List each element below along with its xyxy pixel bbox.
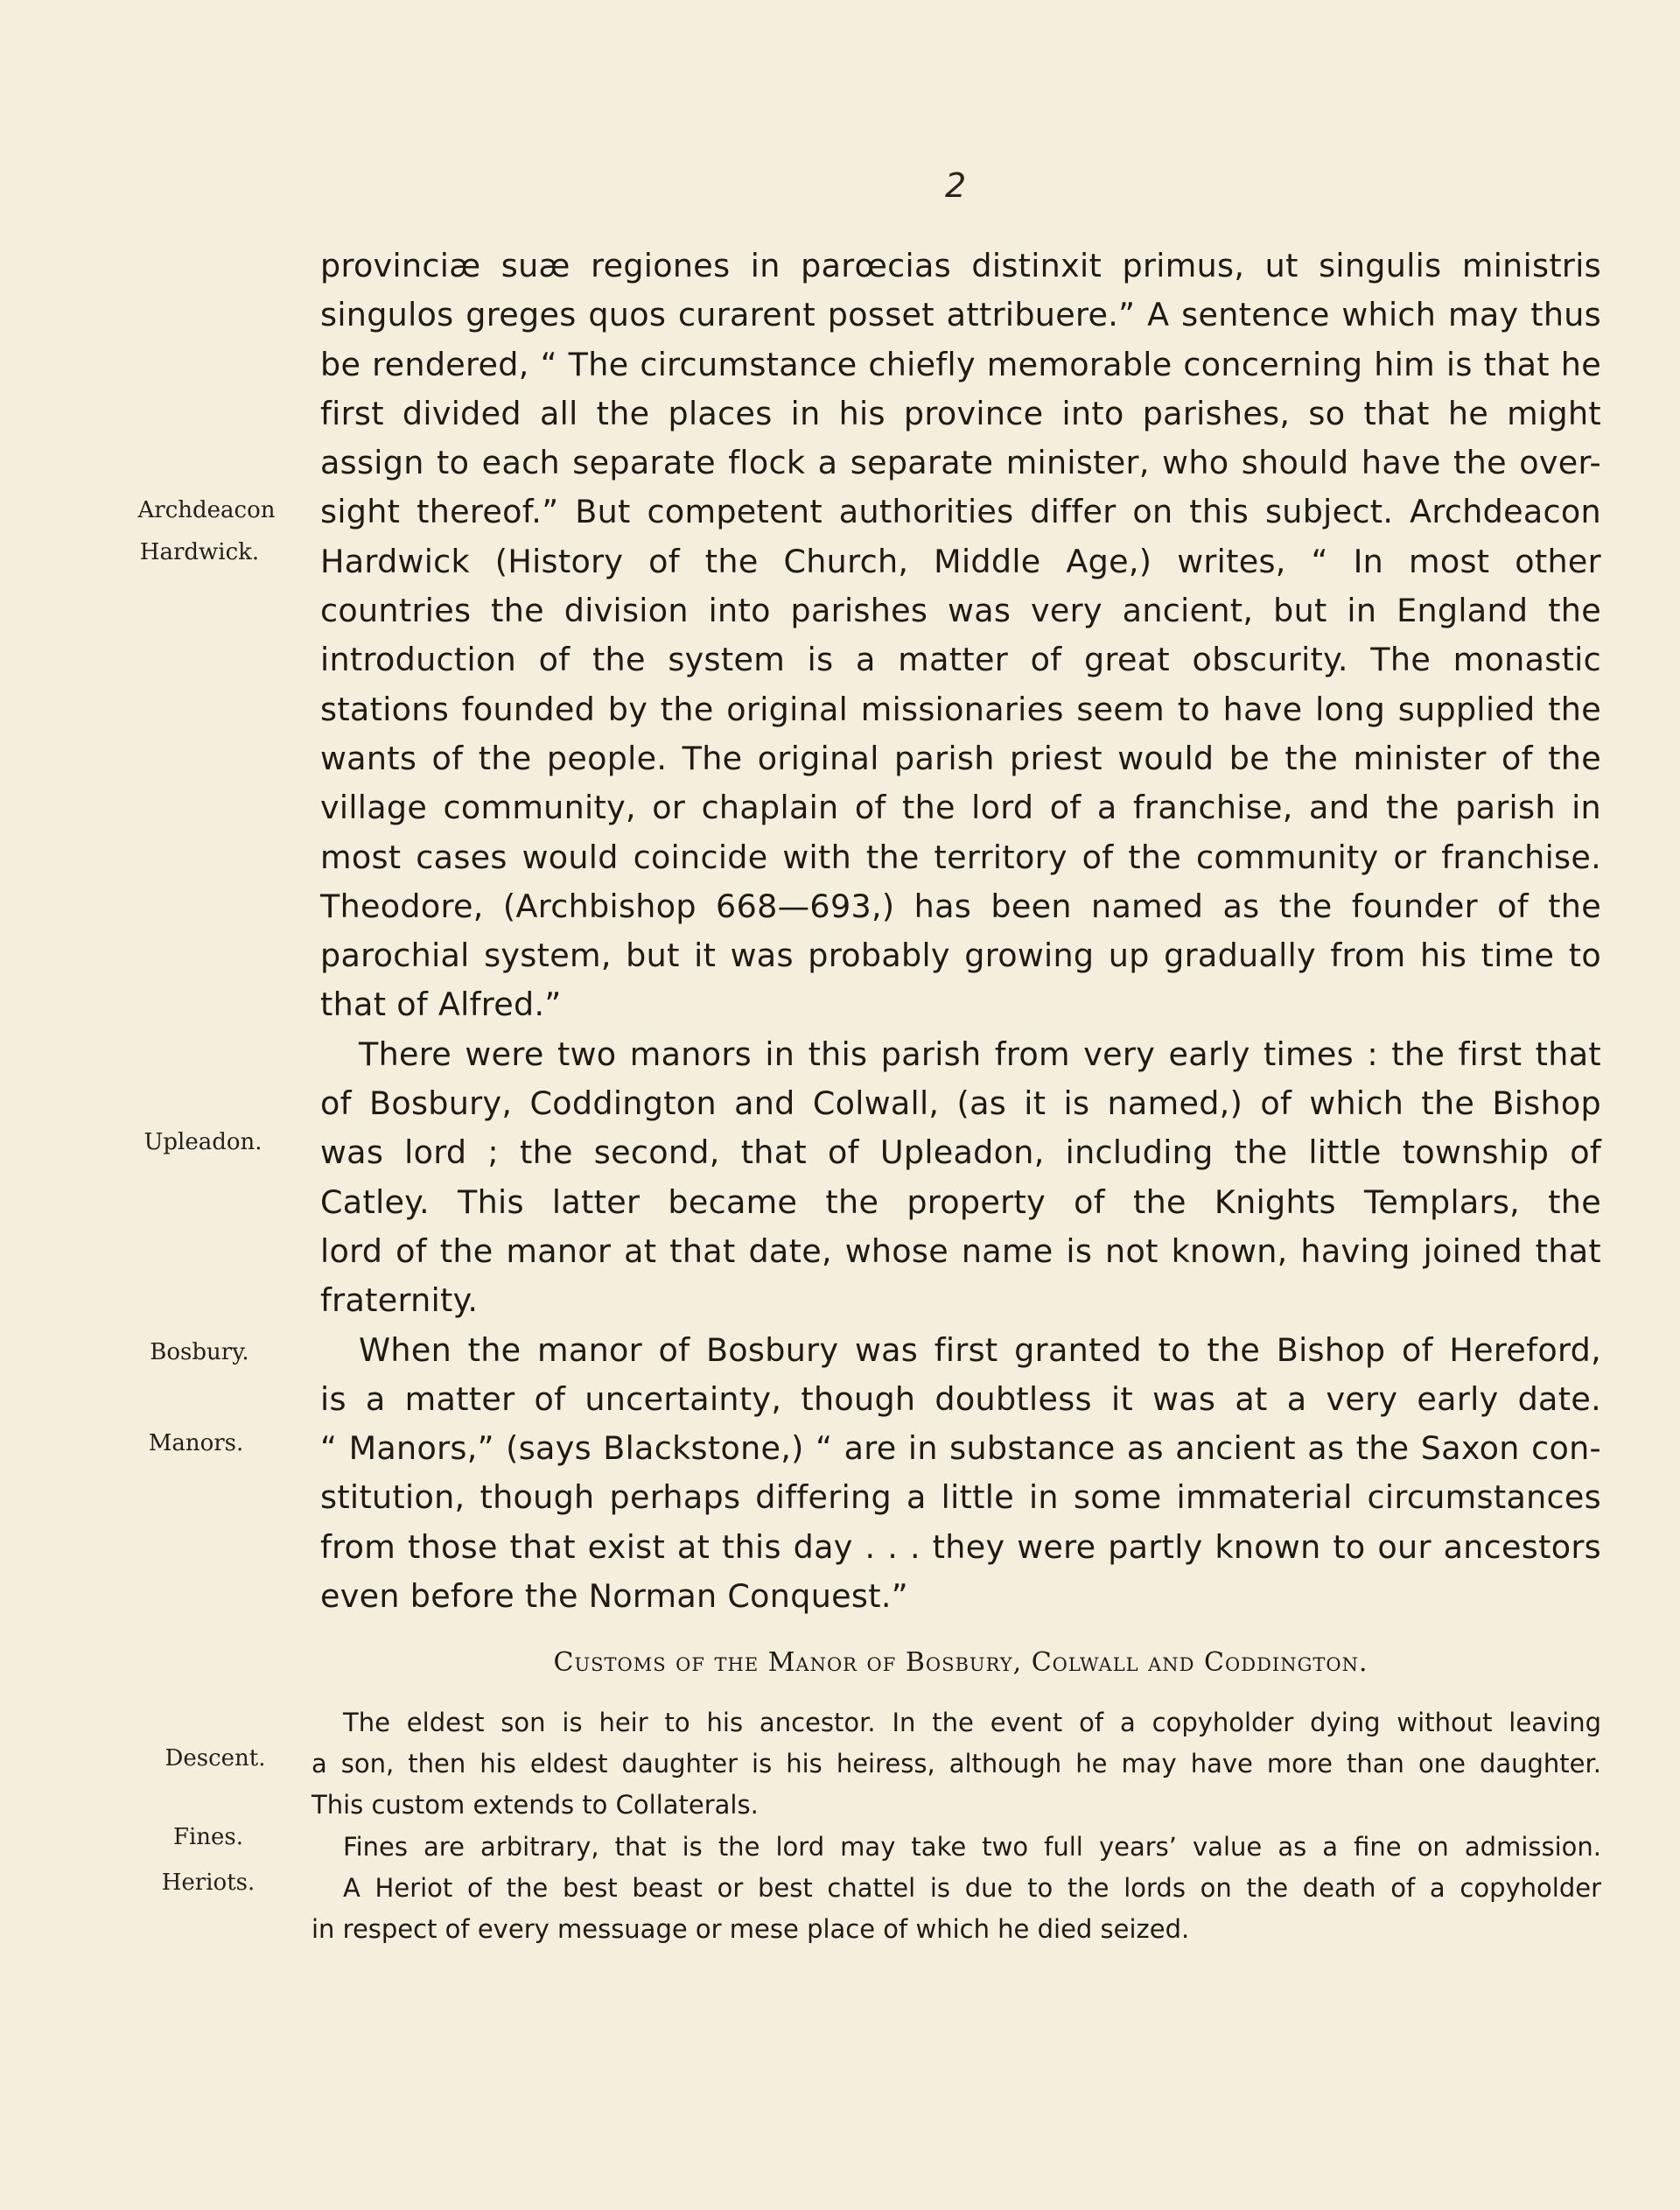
- body-line: that of Alfred.”: [320, 986, 562, 1024]
- margin-note-manors: Manors.: [148, 1430, 244, 1456]
- margin-note-archdeacon: Archdeacon: [137, 497, 276, 523]
- body-line: stations founded by the original missionaries seem to have long supplied the: [320, 690, 1601, 728]
- body-line: introduction of the system is a matter of great obscurity. The monastic: [320, 641, 1601, 679]
- body-line: lord of the manor at that date, whose name is not known, having joined that: [320, 1231, 1601, 1270]
- body-line: of Bosbury, Coddington and Colwall, (as it is named,) of which the Bishop: [320, 1084, 1601, 1123]
- body-line: first divided all the places in his province into parishes, so that he might: [320, 394, 1601, 432]
- customs-line: A Heriot of the best beast or best chattel is due to the lords on the death of a copyholder: [343, 1872, 1601, 1903]
- body-line: provinciæ suæ regiones in parœcias distinxit primus, ut singulis ministris: [320, 247, 1601, 284]
- body-line: “ Manors,” (says Blackstone,) “ are in substance as ancient as the Saxon con-: [320, 1429, 1601, 1468]
- body-line: Theodore, (Archbishop 668—693,) has been named as the founder of the: [320, 887, 1601, 925]
- body-line: wants of the people. The original parish priest would be the minister of the: [320, 739, 1601, 777]
- body-line: There were two manors in this parish from very early times : the first that: [359, 1035, 1601, 1073]
- body-line: singulos greges quos curarent posset attribuere.” A sentence which may thus: [320, 296, 1601, 334]
- body-line: assign to each separate flock a separate minister, who should have the over-: [320, 444, 1601, 482]
- customs-line: The eldest son is heir to his ancestor. In the event of a copyholder dying without leaving: [343, 1708, 1601, 1737]
- customs-line: in respect of every messuage or mese place of which he died seized.: [312, 1913, 1190, 1944]
- customs-heading: Customs of the Manor of Bosbury, Colwall and Coddington.: [553, 1647, 1368, 1678]
- page-number: 2: [945, 166, 967, 205]
- body-line: was lord ; the second, that of Upleadon, including the little township of: [320, 1133, 1601, 1172]
- body-line: sight thereof.” But competent authorities differ on this subject. Archdeacon: [320, 493, 1601, 531]
- body-text: [320, 242, 1601, 1621]
- margin-note-heriots: Heriots.: [161, 1870, 256, 1896]
- body-line: parochial system, but it was probably growing up gradually from his time to: [320, 937, 1601, 975]
- body-line: fraternity.: [320, 1281, 479, 1320]
- customs-line: a son, then his eldest daughter is his heiress, although he may have more than one daughter.: [312, 1749, 1601, 1779]
- body-line: village community, or chaplain of the lord of a franchise, and the parish in: [320, 789, 1601, 827]
- margin-note-hardwick: Hardwick.: [139, 539, 260, 565]
- body-line: even before the Norman Conquest.”: [320, 1577, 908, 1616]
- customs-line: This custom extends to Collaterals.: [312, 1790, 759, 1821]
- customs-text: [312, 1702, 1601, 1950]
- margin-note-bosbury: Bosbury.: [150, 1339, 249, 1365]
- body-line: be rendered, “ The circumstance chiefly memorable concerning him is that he: [320, 345, 1601, 383]
- margin-note-upleadon: Upleadon.: [144, 1129, 262, 1155]
- margin-note-fines: Fines.: [172, 1824, 244, 1850]
- body-line: most cases would coincide with the territory of the community or franchise.: [320, 838, 1601, 876]
- body-line: is a matter of uncertainty, though doubtless it was at a very early date.: [320, 1379, 1601, 1418]
- customs-line: Fines are arbitrary, that is the lord may take two full years’ value as a fine on admission.: [343, 1831, 1601, 1862]
- body-line: countries the division into parishes was very ancient, but in England the: [320, 592, 1601, 630]
- body-line: When the manor of Bosbury was first granted to the Bishop of Hereford,: [359, 1330, 1601, 1369]
- body-line: from those that exist at this day . . . they were partly known to our ancestors: [320, 1527, 1601, 1566]
- margin-note-descent: Descent.: [164, 1745, 266, 1772]
- body-line: Catley. This latter became the property of the Knights Templars, the: [320, 1182, 1601, 1221]
- body-line: Hardwick (History of the Church, Middle Age,) writes, “ In most other: [320, 542, 1601, 580]
- body-line: stitution, though perhaps differing a little in some immaterial circumstances: [320, 1478, 1601, 1517]
